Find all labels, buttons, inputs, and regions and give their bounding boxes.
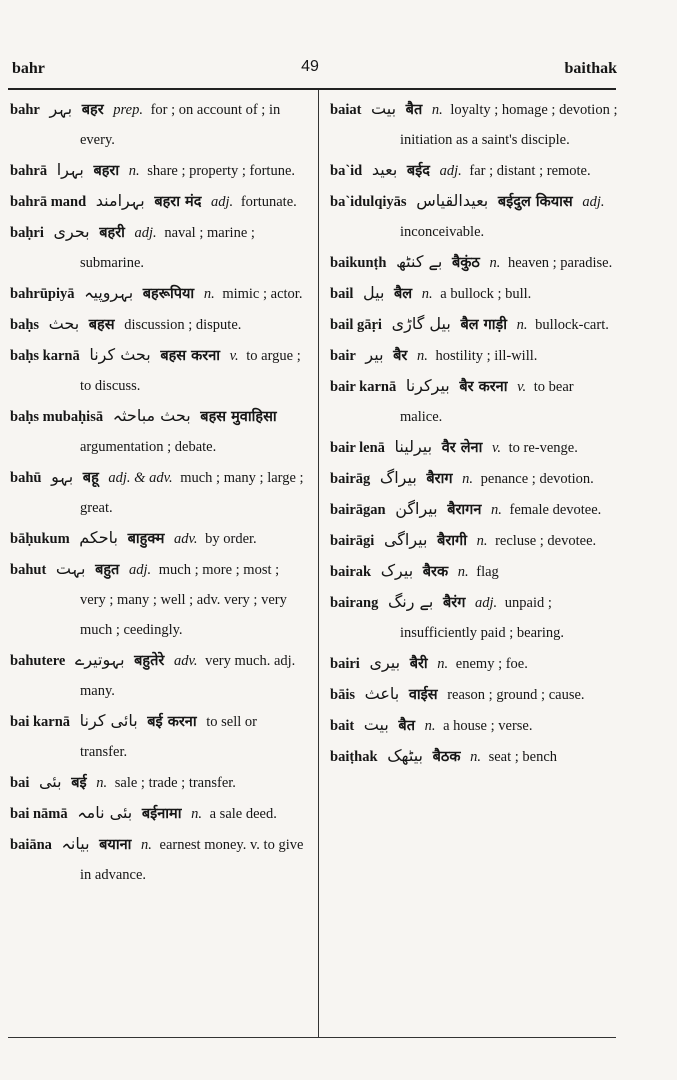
definition: to sell or transfer.: [80, 714, 257, 760]
dictionary-entry: [10, 829, 304, 890]
dictionary-entry: [10, 401, 304, 462]
dictionary-entry: [10, 186, 304, 217]
part-of-speech: n.: [424, 718, 436, 734]
dictionary-entry: [10, 278, 304, 309]
part-of-speech: n.: [191, 806, 202, 822]
headword: bair lenā: [330, 440, 385, 456]
part-of-speech: adj. & adv.: [108, 470, 173, 486]
dictionary-entry: [330, 155, 618, 186]
definition: a house ; verse.: [443, 718, 533, 734]
headword: bairang: [330, 595, 379, 611]
dictionary-entry: [10, 340, 304, 401]
dictionary-entry: [10, 155, 304, 186]
headword: baḥs mubaḥisā: [10, 409, 104, 425]
definition: to bear malice.: [400, 379, 574, 425]
headword: bairāg: [330, 471, 371, 487]
dictionary-entry: [330, 432, 618, 463]
headword: bahr: [10, 102, 40, 118]
dictionary-entry: [330, 648, 618, 679]
urdu-form: بعید: [371, 160, 398, 179]
dictionary-entry: [10, 94, 304, 155]
part-of-speech: adj.: [134, 225, 157, 241]
dictionary-entry: [330, 679, 618, 710]
header-left-guideword: bahr: [12, 60, 45, 77]
hindi-form: बैत: [398, 718, 415, 734]
running-header: [0, 58, 677, 82]
definition: earnest money. v. to give in advance.: [80, 837, 304, 883]
headword: bai: [10, 775, 30, 791]
urdu-form: بیانہ: [61, 834, 90, 853]
hindi-form: बैरागन: [447, 502, 482, 518]
hindi-form: बैरी: [409, 656, 428, 672]
urdu-form: بہروپیہ: [84, 283, 134, 302]
hindi-form: बैल गाड़ी: [460, 317, 508, 333]
headword: bāis: [330, 687, 355, 703]
hindi-form: बहरूपिया: [142, 286, 195, 302]
part-of-speech: v.: [517, 379, 527, 395]
definition: heaven ; paradise.: [507, 255, 613, 271]
definition: much ; more ; most ; very ; many ; well ; adv. very ; very much ; ceedingly.: [80, 562, 287, 638]
dictionary-entry: [330, 340, 618, 371]
hindi-form: बैत: [405, 102, 423, 118]
hindi-form: बैकुंठ: [451, 255, 480, 271]
headword: bail: [330, 286, 354, 302]
hindi-form: बहरा: [93, 163, 120, 179]
dictionary-entry: [330, 556, 618, 587]
headword: ba`id: [330, 163, 363, 179]
headword: baikunṭh: [330, 255, 387, 271]
hindi-form: बहरी: [99, 225, 125, 241]
definition: to re-venge.: [508, 440, 578, 456]
left-column: [10, 94, 304, 890]
hindi-form: बहरा मंद: [154, 194, 202, 210]
part-of-speech: n.: [476, 533, 488, 549]
headword: bairāgan: [330, 502, 386, 518]
definition: by order.: [205, 531, 257, 547]
definition: to argue ; to discuss.: [80, 348, 301, 394]
urdu-form: بیل گاڑی: [391, 314, 451, 333]
part-of-speech: n.: [203, 286, 215, 302]
urdu-form: بیل: [363, 283, 385, 302]
urdu-form: بعیدالقیاس: [416, 191, 489, 210]
part-of-speech: prep.: [113, 102, 143, 118]
definition: reason ; ground ; cause.: [447, 687, 585, 703]
definition: inconceivable.: [400, 224, 485, 240]
definition: bullock-cart.: [535, 317, 609, 333]
hindi-form: बैर करना: [459, 379, 508, 395]
definition: a bullock ; bull.: [440, 286, 532, 302]
headword: baḥs: [10, 317, 40, 333]
definition: argumentation ; debate.: [80, 439, 217, 455]
dictionary-entry: [10, 767, 304, 798]
urdu-form: باحکم: [79, 528, 118, 547]
hindi-form: बहस करना: [160, 348, 221, 364]
urdu-form: بہوتیرے: [74, 650, 125, 669]
dictionary-entry: [330, 94, 618, 155]
headword: ba`idulqiyās: [330, 194, 407, 210]
urdu-form: بیر: [365, 345, 384, 364]
definition: mimic ; actor.: [222, 286, 303, 302]
dictionary-entry: [10, 645, 304, 706]
part-of-speech: n.: [431, 102, 443, 118]
dictionary-entry: [330, 463, 618, 494]
definition: flag: [476, 564, 499, 580]
part-of-speech: n.: [141, 837, 152, 853]
part-of-speech: adv.: [173, 653, 198, 669]
part-of-speech: adj.: [475, 595, 498, 611]
urdu-form: بائی کرنا: [79, 711, 138, 730]
part-of-speech: n.: [437, 656, 449, 672]
hindi-form: बैठक: [432, 749, 461, 765]
definition: seat ; bench: [488, 749, 558, 765]
hindi-form: बयाना: [99, 837, 132, 853]
headword: baḥs karnā: [10, 348, 80, 364]
dictionary-entry: [330, 494, 618, 525]
hindi-form: बईदुल कियास: [497, 194, 573, 210]
urdu-form: بیراگن: [395, 499, 438, 518]
bottom-rule: [8, 1037, 616, 1038]
headword: bāḥukum: [10, 531, 70, 547]
definition: far ; distant ; remote.: [469, 163, 591, 179]
urdu-form: بیت: [363, 715, 389, 734]
urdu-form: بیرلینا: [394, 437, 433, 456]
hindi-form: बैरागी: [437, 533, 467, 549]
headword: bait: [330, 718, 355, 734]
hindi-form: बईद: [406, 163, 431, 179]
headword: bahutere: [10, 653, 66, 669]
part-of-speech: n.: [128, 163, 140, 179]
headword: bail gāṛi: [330, 317, 382, 333]
urdu-form: بحث مباحثہ: [112, 406, 191, 425]
part-of-speech: adj.: [211, 194, 234, 210]
headword: bairi: [330, 656, 360, 672]
definition: sale ; trade ; transfer.: [114, 775, 236, 791]
part-of-speech: n.: [96, 775, 108, 791]
hindi-form: बाहुक्म: [127, 531, 165, 547]
part-of-speech: n.: [421, 286, 433, 302]
urdu-form: باعث: [364, 684, 400, 703]
hindi-form: बहू: [82, 470, 99, 486]
definition: naval ; marine ; submarine.: [80, 225, 255, 271]
urdu-form: بیت: [371, 99, 397, 118]
headword: baiṭhak: [330, 749, 378, 765]
urdu-form: بیری: [369, 653, 401, 672]
urdu-form: بہر: [49, 99, 73, 118]
part-of-speech: n.: [470, 749, 481, 765]
part-of-speech: adj.: [582, 194, 605, 210]
dictionary-entry: [10, 554, 304, 645]
dictionary-entry: [330, 371, 618, 432]
hindi-form: वाईस: [408, 687, 438, 703]
definition: penance ; devotion.: [480, 471, 594, 487]
definition: share ; property ; fortune.: [147, 163, 296, 179]
urdu-form: بئی نامہ: [77, 803, 133, 822]
urdu-form: بہو: [51, 467, 74, 486]
urdu-form: بیٹھک: [387, 746, 423, 765]
part-of-speech: n.: [491, 502, 502, 518]
urdu-form: بے رنگ: [387, 592, 434, 611]
hindi-form: बहुतेरे: [134, 653, 165, 669]
part-of-speech: adj.: [128, 562, 152, 578]
definition: much ; many ; large ; great.: [80, 470, 304, 516]
urdu-form: بیراگی: [383, 530, 428, 549]
hindi-form: बईनामा: [141, 806, 182, 822]
urdu-form: بحث: [48, 314, 80, 333]
dictionary-entry: [330, 587, 618, 648]
dictionary-entry: [10, 798, 304, 829]
definition: a sale deed.: [209, 806, 277, 822]
headword: bahū: [10, 470, 42, 486]
definition: enemy ; foe.: [455, 656, 528, 672]
headword: baiat: [330, 102, 362, 118]
right-column: [330, 94, 618, 772]
headword: bair: [330, 348, 356, 364]
headword: bairak: [330, 564, 372, 580]
urdu-form: بیرکرنا: [405, 376, 450, 395]
definition: very much. adj. many.: [80, 653, 296, 699]
hindi-form: बैरंग: [443, 595, 466, 611]
header-right-guideword: baithak: [564, 60, 617, 77]
definition: loyalty ; homage ; devotion ; initiation as a saint's disciple.: [400, 102, 618, 148]
dictionary-entry: [10, 309, 304, 340]
definition: recluse ; devotee.: [495, 533, 597, 549]
part-of-speech: n.: [489, 255, 501, 271]
part-of-speech: n.: [457, 564, 469, 580]
urdu-form: بحث کرنا: [89, 345, 151, 364]
dictionary-entry: [330, 710, 618, 741]
urdu-form: بحری: [53, 222, 90, 241]
definition: female devotee.: [509, 502, 602, 518]
headword: bai nāmā: [10, 806, 68, 822]
headword: bair karnā: [330, 379, 397, 395]
hindi-form: बई करना: [147, 714, 197, 730]
urdu-form: بہت: [55, 559, 86, 578]
urdu-form: بیرک: [380, 561, 414, 580]
hindi-form: बैल: [394, 286, 413, 302]
headword: bahut: [10, 562, 47, 578]
dictionary-entry: [10, 217, 304, 278]
headword: bairāgi: [330, 533, 375, 549]
headword: bahrā: [10, 163, 48, 179]
definition: for ; on account of ; in every.: [80, 102, 281, 148]
part-of-speech: adj.: [439, 163, 462, 179]
dictionary-entry: [330, 525, 618, 556]
top-rule: [8, 88, 616, 90]
urdu-form: بہرا: [56, 160, 84, 179]
part-of-speech: n.: [516, 317, 528, 333]
hindi-form: बहस मुवाहिसा: [200, 409, 277, 425]
part-of-speech: v.: [229, 348, 239, 364]
hindi-form: बहर: [81, 102, 104, 118]
part-of-speech: n.: [416, 348, 428, 364]
dictionary-entry: [330, 247, 618, 278]
definition: fortunate.: [240, 194, 297, 210]
hindi-form: बैराग: [426, 471, 453, 487]
hindi-form: बई: [71, 775, 87, 791]
part-of-speech: adv.: [174, 531, 198, 547]
hindi-form: बैर: [393, 348, 408, 364]
headword: baiāna: [10, 837, 52, 853]
dictionary-entry: [330, 309, 618, 340]
dictionary-entry: [10, 523, 304, 554]
definition: discussion ; dispute.: [124, 317, 242, 333]
hindi-form: बहस: [88, 317, 115, 333]
column-divider: [318, 90, 319, 1038]
definition: hostility ; ill-will.: [435, 348, 538, 364]
page-number: 49: [301, 58, 319, 75]
hindi-form: वैर लेना: [441, 440, 483, 456]
part-of-speech: v.: [492, 440, 501, 456]
headword: bahrūpiyā: [10, 286, 75, 302]
dictionary-entry: [330, 278, 618, 309]
hindi-form: बहुत: [95, 562, 120, 578]
urdu-form: بے کنٹھ: [396, 252, 443, 271]
dictionary-entry: [330, 741, 618, 772]
dictionary-entry: [330, 186, 618, 247]
headword: baḥri: [10, 225, 44, 241]
urdu-form: بہرامند: [95, 191, 145, 210]
definition: unpaid ; insufficiently paid ; bearing.: [400, 595, 565, 641]
urdu-form: بیراگ: [379, 468, 417, 487]
dictionary-entry: [10, 462, 304, 523]
urdu-form: بئی: [38, 772, 62, 791]
headword: bai karnā: [10, 714, 71, 730]
hindi-form: बैरक: [422, 564, 449, 580]
part-of-speech: n.: [462, 471, 474, 487]
dictionary-entry: [10, 706, 304, 767]
headword: bahrā mand: [10, 194, 87, 210]
